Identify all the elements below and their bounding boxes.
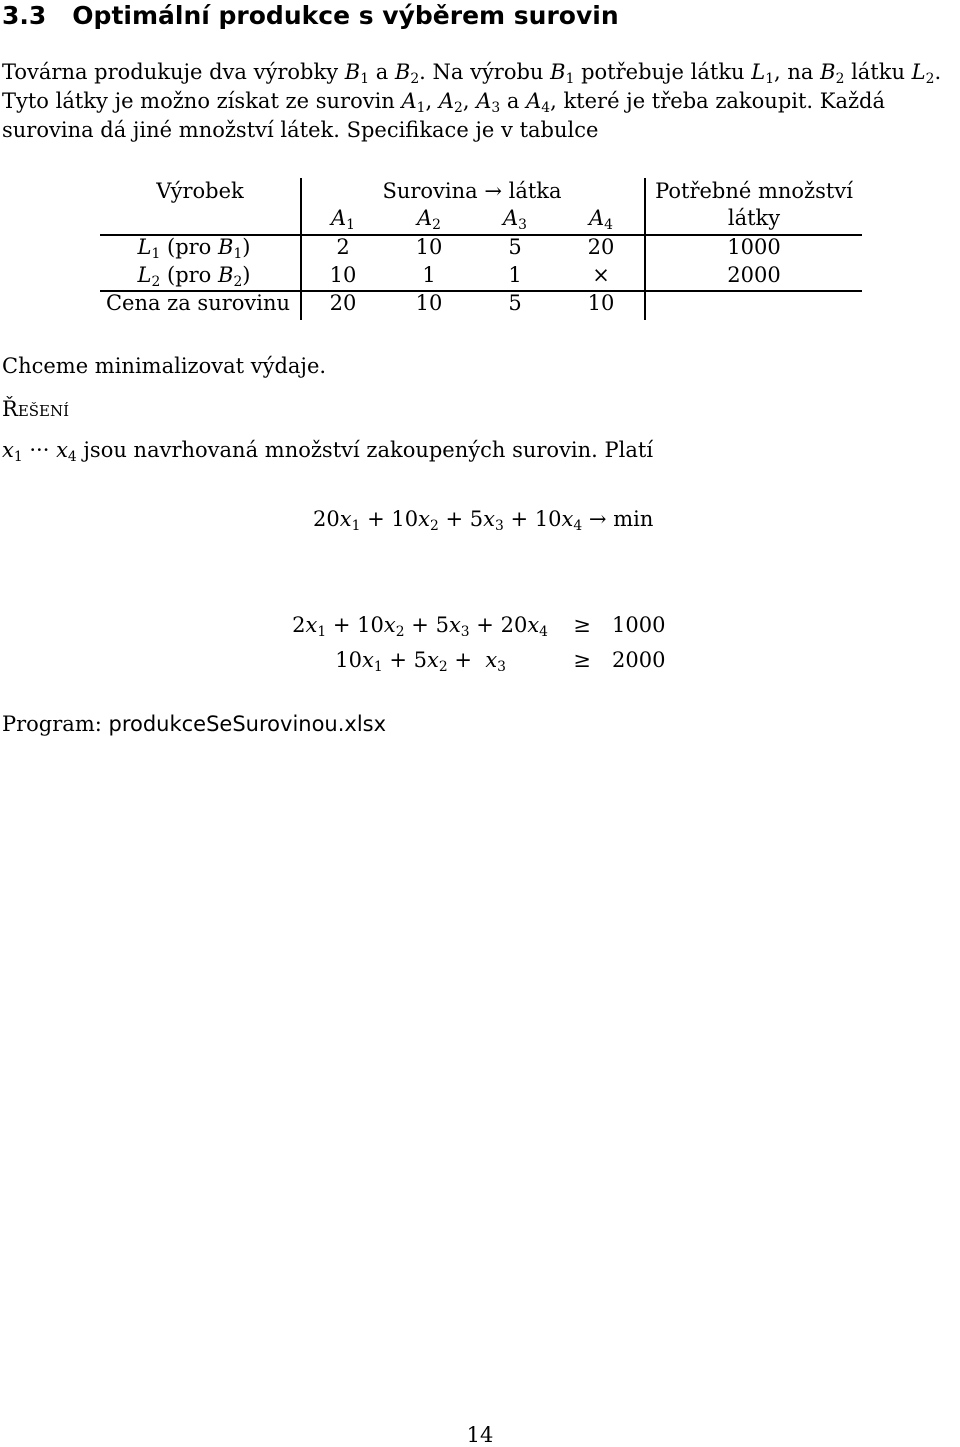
row-price-label: Cena za surovinu (105, 291, 291, 315)
constraint-2-rhs: 2000 (612, 648, 666, 672)
subscript: 1 (13, 448, 23, 465)
symbol-x: x (339, 507, 352, 531)
row-l2-label (137, 263, 251, 290)
symbol-x: x (383, 613, 396, 637)
symbol-a: A (401, 89, 417, 113)
symbol-x: x (483, 507, 495, 531)
subscript: 1 (565, 70, 575, 87)
subscript: 3 (495, 517, 504, 534)
intro-text: potřebuje látku (574, 60, 752, 84)
symbol-x: x (305, 613, 318, 637)
symbol-a: A (417, 206, 433, 230)
table-cell: 20 (587, 235, 615, 259)
coef: 10 (391, 507, 419, 531)
solution-text: jsou navrhovaná množství zakoupených surovin. Platí (76, 438, 654, 462)
header-a2 (417, 206, 441, 233)
symbol-a: A (526, 89, 542, 113)
table-cell-need: 1000 (727, 235, 781, 259)
subscript: 2 (429, 517, 439, 534)
symbol-x: x (2, 438, 14, 462)
subscript: 2 (151, 273, 161, 290)
constraint-1-ge: ≥ (573, 613, 591, 637)
symbol-b: B (820, 60, 836, 84)
subscript: 1 (346, 216, 355, 233)
constraint-1-lhs (292, 613, 548, 640)
plus-sign: + (510, 507, 529, 531)
symbol-x: x (561, 507, 574, 531)
subscript: 4 (539, 623, 548, 640)
header-need: Potřebné množství (655, 179, 853, 203)
subscript: 4 (573, 517, 583, 534)
subscript: 3 (518, 216, 527, 233)
table-cell: 10 (415, 291, 443, 315)
table-cell: 1 (508, 263, 522, 287)
pro-text: (pro (167, 263, 218, 287)
symbol-x: x (448, 613, 461, 637)
symbol-x: x (56, 438, 68, 462)
plus-sign: + (445, 507, 464, 531)
table-cell: 20 (329, 291, 357, 315)
intro-text: , (425, 89, 439, 113)
intro-text: , (462, 89, 477, 113)
symbol-b: B (394, 60, 411, 84)
intro-text: Továrna produkuje dva výrobky (2, 60, 345, 84)
table-vline-left (300, 178, 302, 320)
table-cell: 2 (336, 235, 350, 259)
subscript: 4 (67, 448, 77, 465)
program-label: Program: (2, 712, 109, 736)
header-need-2: látky (727, 206, 781, 230)
symbol-b: B (550, 60, 566, 84)
subscript: 3 (460, 623, 470, 640)
page-number: 14 (466, 1423, 494, 1447)
intro-text: , na (774, 60, 821, 84)
symbol-x: x (485, 648, 498, 672)
subscript: 2 (925, 70, 935, 87)
subscript: 2 (233, 273, 243, 290)
intro-text: . Na výrobu (419, 60, 551, 84)
intro-text: a (500, 89, 527, 113)
symbol-l: L (137, 263, 152, 287)
header-a3 (503, 206, 527, 233)
constraint-2-lhs (335, 648, 506, 675)
intro-text: , které je třeba zakoupit. Každá surovina dá jiné množství látek. Specifikace je v tabulce (2, 89, 885, 142)
arrow: → (588, 507, 607, 531)
coef: 10 (335, 648, 362, 672)
plus-sign: + (476, 613, 494, 637)
subscript: 1 (765, 70, 775, 87)
constraint-1-rhs: 1000 (612, 613, 666, 637)
table-cell: × (592, 263, 610, 287)
subscript: 1 (416, 99, 426, 116)
section-title: Optimální produkce s výběrem surovin (72, 1, 619, 30)
goal-text: Chceme minimalizovat výdaje. (2, 354, 327, 378)
symbol-b: B (218, 263, 234, 287)
subscript: 3 (497, 658, 506, 675)
coef: 5 (469, 507, 484, 531)
min-text: min (613, 507, 654, 531)
table-cell-need: 2000 (727, 263, 781, 287)
subscript: 2 (432, 216, 441, 233)
subscript: 1 (360, 70, 370, 87)
table-cell: 5 (508, 235, 522, 259)
subscript: 1 (373, 658, 383, 675)
subscript: 2 (395, 623, 405, 640)
intro-text: látku (844, 60, 912, 84)
program-line (2, 714, 386, 735)
section-heading (2, 3, 619, 28)
solution-label (2, 399, 69, 420)
row-l1-label (137, 235, 251, 262)
coef: 5 (435, 613, 449, 637)
plus-sign: + (411, 613, 429, 637)
subscript: 2 (454, 99, 463, 116)
constraint-2-ge: ≥ (573, 648, 591, 672)
coef: 5 (413, 648, 427, 672)
table-cell: 10 (587, 291, 615, 315)
dots: ··· (29, 438, 50, 462)
program-file-link[interactable]: produkceSeSurovinou.xlsx (108, 712, 387, 736)
solution-label-initial: Ř (2, 397, 18, 421)
table-cell: 1 (422, 263, 436, 287)
header-a4 (589, 206, 613, 233)
symbol-a: A (476, 89, 492, 113)
symbol-l: L (751, 60, 766, 84)
section-number: 3.3 (2, 1, 47, 30)
table-cell: 10 (329, 263, 357, 287)
table-cell: 10 (415, 235, 443, 259)
intro-text: a (369, 60, 395, 84)
intro-text: . Tyto látky je možno získat ze surovin (2, 60, 942, 113)
symbol-b: B (344, 60, 361, 84)
symbol-l: L (911, 60, 926, 84)
paren-text: ) (242, 263, 251, 287)
subscript: 4 (604, 216, 613, 233)
plus-sign: + (367, 507, 385, 531)
plus-sign: + (389, 648, 407, 672)
header-a1 (331, 206, 355, 233)
symbol-a: A (331, 206, 347, 230)
plus-sign: + (332, 613, 351, 637)
symbol-l: L (137, 235, 152, 259)
objective-equation (313, 507, 654, 534)
coef: 20 (500, 613, 528, 637)
header-material: Surovina → látka (382, 179, 562, 203)
solution-sentence (2, 438, 654, 465)
subscript: 2 (835, 70, 845, 87)
subscript: 1 (317, 623, 327, 640)
plus-sign: + (454, 648, 472, 672)
subscript: 1 (233, 245, 243, 262)
intro-paragraph (2, 58, 957, 145)
symbol-x: x (527, 613, 540, 637)
subscript: 1 (351, 517, 361, 534)
subscript: 3 (491, 99, 501, 116)
subscript: 1 (151, 245, 161, 262)
coef: 10 (357, 613, 384, 637)
header-product: Výrobek (156, 179, 244, 203)
coef: 10 (534, 507, 562, 531)
coef: 2 (292, 613, 306, 637)
symbol-b: B (218, 235, 234, 259)
table-vline-right (644, 178, 646, 320)
subscript: 4 (541, 99, 551, 116)
coef: 20 (313, 507, 340, 531)
symbol-a: A (503, 206, 519, 230)
table-cell: 5 (508, 291, 522, 315)
paren-text: ) (242, 235, 251, 259)
subscript: 2 (410, 70, 420, 87)
symbol-x: x (361, 648, 374, 672)
subscript: 2 (438, 658, 448, 675)
solution-label-rest: EŠENÍ (17, 402, 70, 420)
symbol-x: x (418, 507, 430, 531)
pro-text: (pro (167, 235, 218, 259)
symbol-x: x (427, 648, 439, 672)
symbol-a: A (589, 206, 605, 230)
symbol-a: A (438, 89, 455, 113)
